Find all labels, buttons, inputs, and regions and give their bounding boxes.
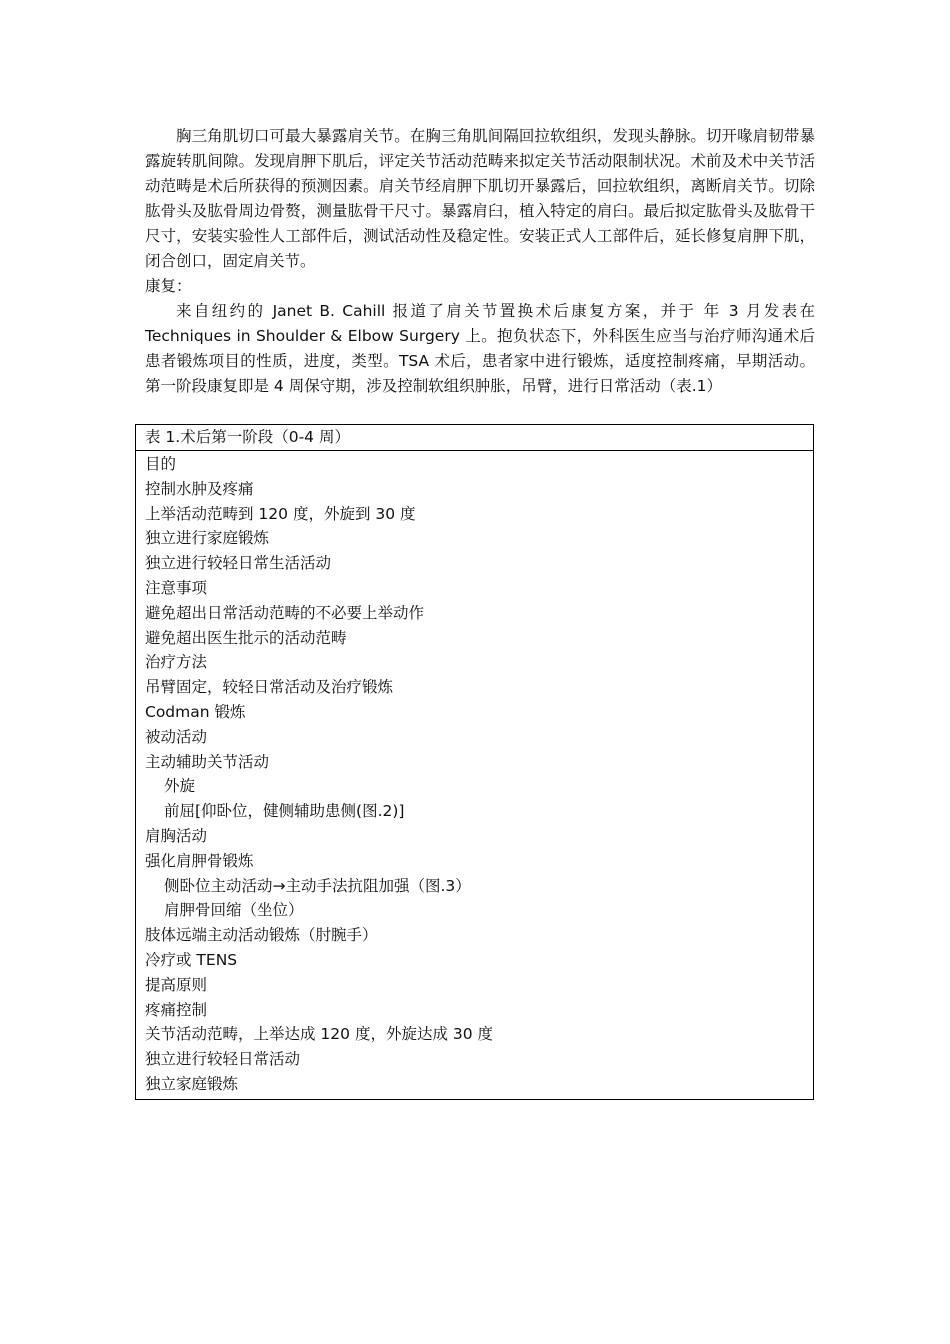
paragraph-surgical-approach: 胸三角肌切口可最大暴露肩关节。在胸三角肌间隔回拉软组织，发现头静脉。切开喙肩韧带暴露旋转肌间隙。发现肩胛下肌后，评定关节活动范畴来拟定关节活动限制状况。术前及术中关节活动范畴是术后所获得的预测因素。肩关节经肩胛下肌切开暴露后，回拉软组织，离断肩关节。切除肱骨头及肱骨周边骨赘，测量肱骨干尺寸。暴露肩臼，植入特定的肩臼。最后拟定肱骨头及肱骨干尺寸，安装实验性人工部件后，测试活动性及稳定性。安装正式人工部件后，延长修复肩胛下肌，闭合创口，固定肩关节。 <box>145 127 815 270</box>
table-row: 主动辅助关节活动 <box>145 752 270 771</box>
table-row: 独立进行较轻日常生活活动 <box>145 554 332 573</box>
table-row: 目的 <box>145 455 177 473</box>
table-row: 提高原则 <box>145 975 208 994</box>
table-row: 关节活动范畴，上举达成 120 度，外旋达成 30 度 <box>145 1025 494 1044</box>
table-row: Codman 锻炼 <box>145 702 246 721</box>
table-caption: 表 1.术后第一阶段（0-4 周） <box>136 425 813 451</box>
table-row: 独立进行较轻日常活动 <box>145 1050 301 1069</box>
table-row: 上举活动范畴到 120 度，外旋到 30 度 <box>145 504 416 523</box>
table-row: 肩胸活动 <box>145 826 208 845</box>
body-text <box>145 124 815 399</box>
table-row: 控制水肿及疼痛 <box>145 479 254 498</box>
table-row: 前屈[仰卧位，健侧辅助患侧(图.2)] <box>164 802 405 821</box>
table-row: 冷疗或 TENS <box>145 950 238 969</box>
table-row: 疼痛控制 <box>145 1000 208 1019</box>
paragraph-rehabilitation-protocol: 来自纽约的 Janet B. Cahill 报道了肩关节置换术后康复方案，并于 年 3 月发表在 Techniques in Shoulder & Elbow Surgery 上。抱负状态下，外科医生应当与治疗师沟通术后患者锻炼项目的性质，进度，类型。TSA 术后，患者家中进行锻炼，适度控制疼痛，早期活动。第一阶段康复即是 4 周保守期，涉及控制软组织肿胀，吊臂，进行日常活动（表.1） <box>145 302 815 395</box>
table-body <box>136 451 813 1099</box>
table-row: 肢体远端主动活动锻炼（肘腕手） <box>145 926 378 945</box>
table-row: 被动活动 <box>145 727 208 746</box>
table-row: 避免超出日常活动范畴的不必要上举动作 <box>145 603 425 622</box>
rehab-phase-table <box>135 424 814 1100</box>
table-row: 独立家庭锻炼 <box>145 1074 239 1093</box>
heading-rehabilitation: 康复： <box>145 277 192 295</box>
table-row: 独立进行家庭锻炼 <box>145 529 270 548</box>
table-row: 侧卧位主动活动→主动手法抗阻加强（图.3） <box>164 876 471 895</box>
table-row: 治疗方法 <box>145 653 208 672</box>
table-row: 吊臂固定，较轻日常活动及治疗锻炼 <box>145 678 394 697</box>
table-row: 强化肩胛骨锻炼 <box>145 851 254 870</box>
table-row: 肩胛骨回缩（坐位） <box>164 901 304 920</box>
table-row: 避免超出医生批示的活动范畴 <box>145 628 347 647</box>
table-row: 外旋 <box>164 777 196 796</box>
table-row: 注意事项 <box>145 578 208 597</box>
